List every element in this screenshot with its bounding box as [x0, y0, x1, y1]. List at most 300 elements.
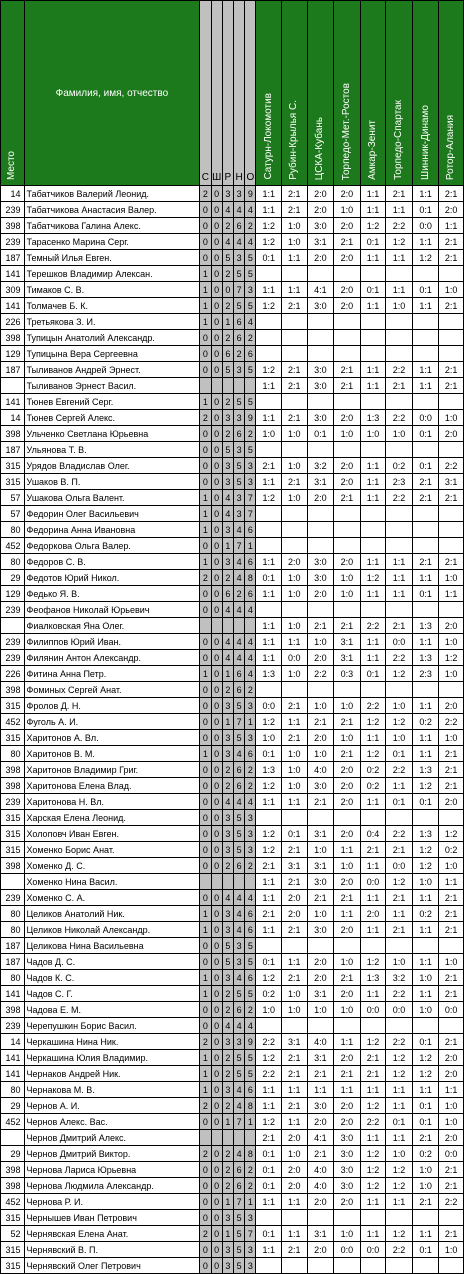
stat-cell: 5 [234, 1210, 245, 1226]
score-cell: 1:0 [439, 954, 464, 970]
score-cell: 1:1 [360, 730, 386, 746]
score-cell: 0:2 [412, 1146, 439, 1162]
stat-cell: 8 [245, 1098, 256, 1114]
score-cell: 1:0 [439, 1114, 464, 1130]
score-cell: 1:0 [334, 730, 361, 746]
table-row [1, 554, 464, 570]
table-row [1, 490, 464, 506]
stat-cell [222, 378, 233, 394]
score-cell: 2:0 [334, 1050, 361, 1066]
stat-cell: 1 [200, 1050, 211, 1066]
score-cell [334, 330, 361, 346]
stat-cell: 3 [234, 362, 245, 378]
stat-cell: 0 [211, 906, 222, 922]
header-stat-r: Р [222, 1, 233, 186]
header-match-8: Ротор-Алания [439, 1, 464, 186]
table-row [1, 186, 464, 202]
score-cell: 0:1 [412, 586, 439, 602]
score-cell: 2:1 [282, 970, 308, 986]
place-cell: 14 [1, 1034, 25, 1050]
score-cell: 2:1 [282, 1050, 308, 1066]
score-cell: 3:1 [307, 1050, 334, 1066]
score-cell [439, 346, 464, 362]
stat-cell: 0 [211, 1242, 222, 1258]
name-cell: Чернявская Елена Анат. [24, 1226, 200, 1242]
place-cell: 315 [1, 1258, 25, 1274]
stat-cell [234, 618, 245, 634]
stat-cell: 3 [222, 522, 233, 538]
name-cell: Тупицына Вера Сергеевна [24, 346, 200, 362]
table-row [1, 1178, 464, 1194]
stat-cell: 1 [245, 1114, 256, 1130]
name-cell: Тимаков С. В. [24, 282, 200, 298]
score-cell: 2:1 [334, 362, 361, 378]
results-body [1, 186, 464, 1274]
stat-cell: 4 [234, 522, 245, 538]
stat-cell: 1 [200, 394, 211, 410]
stat-cell: 2 [245, 1162, 256, 1178]
score-cell: 2:1 [334, 1066, 361, 1082]
score-cell: 2:0 [334, 1194, 361, 1210]
score-cell [412, 1018, 439, 1034]
score-cell: 2:2 [386, 986, 413, 1002]
score-cell: 1:2 [256, 218, 282, 234]
header-stat-n: Н [234, 1, 245, 186]
score-cell [386, 266, 413, 282]
score-cell: 2:1 [282, 874, 308, 890]
stat-cell: 4 [245, 202, 256, 218]
place-cell: 141 [1, 1066, 25, 1082]
stat-cell: 2 [222, 778, 233, 794]
place-cell: 14 [1, 186, 25, 202]
score-cell [360, 1018, 386, 1034]
score-cell: 1:1 [282, 1226, 308, 1242]
score-cell [256, 442, 282, 458]
score-cell: 3:1 [282, 1034, 308, 1050]
score-cell [256, 506, 282, 522]
name-cell: Федорин Олег Васильевич [24, 506, 200, 522]
score-cell: 0:2 [439, 842, 464, 858]
stat-cell: 2 [222, 298, 233, 314]
name-cell: Фролов Д. Н. [24, 698, 200, 714]
score-cell: 1:1 [360, 986, 386, 1002]
name-cell: Чернов Дмитрий Алекс. [24, 1130, 200, 1146]
score-cell: 2:1 [307, 1066, 334, 1082]
place-cell: 239 [1, 602, 25, 618]
score-cell: 1:1 [334, 1082, 361, 1098]
name-cell: Фуголь А. И. [24, 714, 200, 730]
score-cell: 1:0 [412, 1002, 439, 1018]
score-cell [307, 602, 334, 618]
stat-cell: 0 [200, 634, 211, 650]
place-cell: 80 [1, 522, 25, 538]
stat-cell: 4 [234, 650, 245, 666]
stat-cell: 0 [211, 762, 222, 778]
table-row [1, 1194, 464, 1210]
score-cell [256, 682, 282, 698]
score-cell [334, 346, 361, 362]
score-cell: 1:0 [282, 490, 308, 506]
score-cell: 3:0 [307, 922, 334, 938]
stat-cell [234, 874, 245, 890]
stat-cell: 0 [211, 858, 222, 874]
table-row [1, 1018, 464, 1034]
stat-cell: 2 [222, 394, 233, 410]
stat-cell: 0 [200, 826, 211, 842]
table-row [1, 986, 464, 1002]
score-cell: 1:1 [360, 650, 386, 666]
stat-cell [245, 618, 256, 634]
table-row [1, 634, 464, 650]
score-cell: 2:1 [439, 250, 464, 266]
score-cell: 2:2 [386, 826, 413, 842]
header-match-7: Шинник-Динамо [412, 1, 439, 186]
stat-cell: 0 [200, 682, 211, 698]
score-cell [439, 442, 464, 458]
score-cell: 3:0 [307, 298, 334, 314]
score-cell: 1:1 [256, 1082, 282, 1098]
stat-cell: 0 [200, 842, 211, 858]
stat-cell: 2 [245, 1178, 256, 1194]
table-row [1, 298, 464, 314]
stat-cell: 0 [200, 650, 211, 666]
table-row [1, 746, 464, 762]
stat-cell: 3 [234, 506, 245, 522]
score-cell: 2:1 [439, 234, 464, 250]
score-cell: 1:0 [439, 858, 464, 874]
score-cell [334, 522, 361, 538]
name-cell: Чернов Алекс. Вас. [24, 1114, 200, 1130]
place-cell: 315 [1, 458, 25, 474]
name-cell: Хоменко Нина Васил. [24, 874, 200, 890]
table-row [1, 1210, 464, 1226]
score-cell [334, 682, 361, 698]
name-cell: Ушаков В. П. [24, 474, 200, 490]
stat-cell: 5 [245, 1050, 256, 1066]
table-row [1, 1130, 464, 1146]
score-cell: 0:1 [256, 1162, 282, 1178]
stat-cell: 5 [245, 250, 256, 266]
stat-cell: 4 [234, 890, 245, 906]
score-cell: 0:0 [386, 634, 413, 650]
stat-cell: 4 [234, 746, 245, 762]
score-cell: 1:1 [412, 378, 439, 394]
stat-cell: 0 [200, 1114, 211, 1130]
table-row [1, 666, 464, 682]
score-cell: 1:0 [282, 746, 308, 762]
score-cell: 0:1 [412, 1114, 439, 1130]
stat-cell: 5 [245, 266, 256, 282]
score-cell: 2:0 [439, 698, 464, 714]
header-row [1, 1, 464, 186]
score-cell: 1:2 [412, 250, 439, 266]
place-cell: 29 [1, 570, 25, 586]
table-row [1, 1034, 464, 1050]
stat-cell: 3 [234, 938, 245, 954]
score-cell: 1:2 [256, 1050, 282, 1066]
table-row [1, 970, 464, 986]
stat-cell: 0 [200, 730, 211, 746]
name-cell: Тыливанов Андрей Эрнест. [24, 362, 200, 378]
score-cell: 0:1 [412, 426, 439, 442]
stat-cell: 5 [234, 810, 245, 826]
score-cell: 2:0 [334, 762, 361, 778]
score-cell: 1:0 [282, 458, 308, 474]
stat-cell: 0 [211, 426, 222, 442]
score-cell: 1:2 [256, 714, 282, 730]
score-cell: 0:1 [412, 282, 439, 298]
stat-cell [200, 378, 211, 394]
score-cell [256, 938, 282, 954]
name-cell: Терешков Владимир Алексан. [24, 266, 200, 282]
stat-cell: 0 [200, 1242, 211, 1258]
place-cell: 14 [1, 410, 25, 426]
score-cell [256, 346, 282, 362]
name-cell: Чадова Е. М. [24, 1002, 200, 1018]
stat-cell: 5 [222, 362, 233, 378]
stat-cell: 2 [222, 1098, 233, 1114]
stat-cell: 4 [234, 1146, 245, 1162]
stat-cell: 0 [211, 666, 222, 682]
score-cell: 0:1 [307, 426, 334, 442]
stat-cell: 2 [222, 1162, 233, 1178]
table-row [1, 1146, 464, 1162]
stat-cell: 4 [245, 650, 256, 666]
score-cell [386, 394, 413, 410]
stat-cell: 1 [200, 554, 211, 570]
score-cell: 1:1 [282, 282, 308, 298]
score-cell: 2:0 [282, 906, 308, 922]
stat-cell: 0 [200, 234, 211, 250]
score-cell [307, 266, 334, 282]
place-cell: 187 [1, 954, 25, 970]
score-cell: 0:1 [256, 746, 282, 762]
score-cell: 1:1 [360, 474, 386, 490]
stat-cell: 3 [234, 410, 245, 426]
score-cell [282, 442, 308, 458]
place-cell: 226 [1, 314, 25, 330]
stat-cell: 2 [245, 330, 256, 346]
stat-cell: 0 [200, 602, 211, 618]
score-cell: 1:0 [412, 1162, 439, 1178]
place-cell: 80 [1, 1082, 25, 1098]
stat-cell: 0 [211, 634, 222, 650]
stat-cell: 2 [234, 346, 245, 362]
stat-cell: 2 [200, 1226, 211, 1242]
score-cell: 1:1 [256, 794, 282, 810]
stat-cell: 0 [211, 682, 222, 698]
name-cell: Черкашина Нина Ник. [24, 1034, 200, 1050]
stat-cell: 2 [222, 426, 233, 442]
score-cell: 2:0 [334, 218, 361, 234]
name-cell: Хоменко С. А. [24, 890, 200, 906]
stat-cell [245, 1130, 256, 1146]
stat-cell: 4 [222, 634, 233, 650]
score-cell: 1:0 [386, 1146, 413, 1162]
score-cell: 1:2 [386, 874, 413, 890]
stat-cell: 0 [211, 266, 222, 282]
score-cell: 2:2 [307, 666, 334, 682]
stat-cell: 0 [200, 794, 211, 810]
stat-cell: 0 [211, 1162, 222, 1178]
header-stat-sh: Ш [211, 1, 222, 186]
header-match-3: ЦСКА-Кубань [307, 1, 334, 186]
score-cell: 0:0 [412, 410, 439, 426]
score-cell: 2:0 [307, 730, 334, 746]
table-row [1, 1050, 464, 1066]
table-row [1, 794, 464, 810]
stat-cell: 6 [234, 1178, 245, 1194]
score-cell: 2:1 [282, 842, 308, 858]
score-cell: 1:1 [360, 1226, 386, 1242]
name-cell: Федорина Анна Ивановна [24, 522, 200, 538]
score-cell: 2:1 [386, 378, 413, 394]
header-match-4: Торпедо-Мет.-Ростов [334, 1, 361, 186]
name-cell: Тупицын Анатолий Александр. [24, 330, 200, 346]
stat-cell: 2 [245, 218, 256, 234]
score-cell: 1:0 [334, 202, 361, 218]
stat-cell: 2 [222, 266, 233, 282]
stat-cell: 3 [222, 698, 233, 714]
score-cell [282, 682, 308, 698]
name-cell: Целикова Нина Васильевна [24, 938, 200, 954]
stat-cell: 1 [200, 922, 211, 938]
stat-cell: 0 [211, 362, 222, 378]
score-cell [412, 442, 439, 458]
name-cell: Табатчикова Галина Алекс. [24, 218, 200, 234]
score-cell: 2:1 [439, 554, 464, 570]
stat-cell: 0 [200, 1162, 211, 1178]
stat-cell: 2 [200, 186, 211, 202]
stat-cell: 3 [245, 282, 256, 298]
place-cell: 141 [1, 394, 25, 410]
stat-cell: 0 [200, 810, 211, 826]
stat-cell: 3 [222, 1258, 233, 1274]
name-cell: Тюнев Евгений Серг. [24, 394, 200, 410]
stat-cell: 6 [222, 346, 233, 362]
score-cell [439, 266, 464, 282]
stat-cell: 6 [234, 666, 245, 682]
score-cell: 0:3 [334, 666, 361, 682]
score-cell [256, 314, 282, 330]
score-cell: 3:0 [307, 778, 334, 794]
stat-cell: 1 [245, 714, 256, 730]
table-row [1, 314, 464, 330]
stat-cell: 0 [211, 1226, 222, 1242]
score-cell: 1:0 [386, 730, 413, 746]
table-row [1, 1098, 464, 1114]
score-cell: 2:0 [334, 778, 361, 794]
score-cell: 3:1 [307, 986, 334, 1002]
stat-cell: 4 [222, 890, 233, 906]
score-cell: 3:1 [282, 858, 308, 874]
stat-cell: 9 [245, 186, 256, 202]
score-cell: 0:0 [360, 1002, 386, 1018]
stat-cell: 7 [234, 538, 245, 554]
score-cell: 0:1 [412, 1098, 439, 1114]
score-cell: 0:2 [412, 714, 439, 730]
stat-cell: 2 [245, 778, 256, 794]
score-cell: 1:1 [439, 218, 464, 234]
stat-cell: 5 [234, 1050, 245, 1066]
place-cell [1, 378, 25, 394]
score-cell [334, 314, 361, 330]
stat-cell: 5 [222, 954, 233, 970]
score-cell: 1:1 [256, 282, 282, 298]
stat-cell: 0 [200, 458, 211, 474]
score-cell: 1:0 [307, 842, 334, 858]
score-cell: 0:0 [282, 650, 308, 666]
score-cell: 1:2 [256, 298, 282, 314]
score-cell: 2:2 [439, 1194, 464, 1210]
stat-cell: 0 [211, 490, 222, 506]
name-cell: Урядов Владислав Олег. [24, 458, 200, 474]
score-cell: 1:1 [360, 298, 386, 314]
stat-cell: 2 [245, 1002, 256, 1018]
place-cell: 80 [1, 554, 25, 570]
score-cell: 0:1 [282, 826, 308, 842]
stat-cell: 3 [222, 554, 233, 570]
score-cell: 1:0 [439, 666, 464, 682]
stat-cell: 2 [245, 682, 256, 698]
score-cell: 1:1 [412, 634, 439, 650]
score-cell: 1:1 [412, 298, 439, 314]
stat-cell: 0 [211, 1114, 222, 1130]
score-cell: 2:2 [386, 218, 413, 234]
stat-cell: 3 [234, 186, 245, 202]
stat-cell: 6 [234, 858, 245, 874]
table-row [1, 474, 464, 490]
table-row [1, 858, 464, 874]
score-cell: 2:1 [334, 714, 361, 730]
name-cell: Федько Я. В. [24, 586, 200, 602]
stat-cell: 0 [200, 1002, 211, 1018]
stat-cell: 5 [234, 842, 245, 858]
stat-cell: 3 [222, 1242, 233, 1258]
score-cell: 2:1 [439, 186, 464, 202]
stat-cell: 0 [211, 394, 222, 410]
score-cell [334, 394, 361, 410]
stat-cell: 1 [200, 266, 211, 282]
table-row [1, 842, 464, 858]
header-name: Фамилия, имя, отчество [24, 1, 200, 186]
stat-cell: 0 [200, 538, 211, 554]
stat-cell [200, 618, 211, 634]
score-cell [360, 506, 386, 522]
score-cell: 2:2 [360, 1114, 386, 1130]
score-cell: 1:3 [256, 666, 282, 682]
score-cell: 1:1 [334, 842, 361, 858]
score-cell [307, 1258, 334, 1274]
table-row [1, 762, 464, 778]
score-cell: 2:1 [282, 698, 308, 714]
table-row [1, 954, 464, 970]
place-cell: 239 [1, 1018, 25, 1034]
score-cell: 2:2 [386, 362, 413, 378]
stat-cell: 9 [245, 410, 256, 426]
score-cell: 2:0 [439, 426, 464, 442]
score-cell: 0:1 [256, 1146, 282, 1162]
stat-cell: 0 [211, 1034, 222, 1050]
stat-cell: 5 [234, 298, 245, 314]
stat-cell: 4 [245, 602, 256, 618]
score-cell: 2:1 [439, 378, 464, 394]
score-cell: 0:2 [386, 458, 413, 474]
score-cell: 2:1 [386, 842, 413, 858]
score-cell: 1:2 [412, 1066, 439, 1082]
stat-cell: 0 [211, 1258, 222, 1274]
stat-cell: 2 [222, 218, 233, 234]
